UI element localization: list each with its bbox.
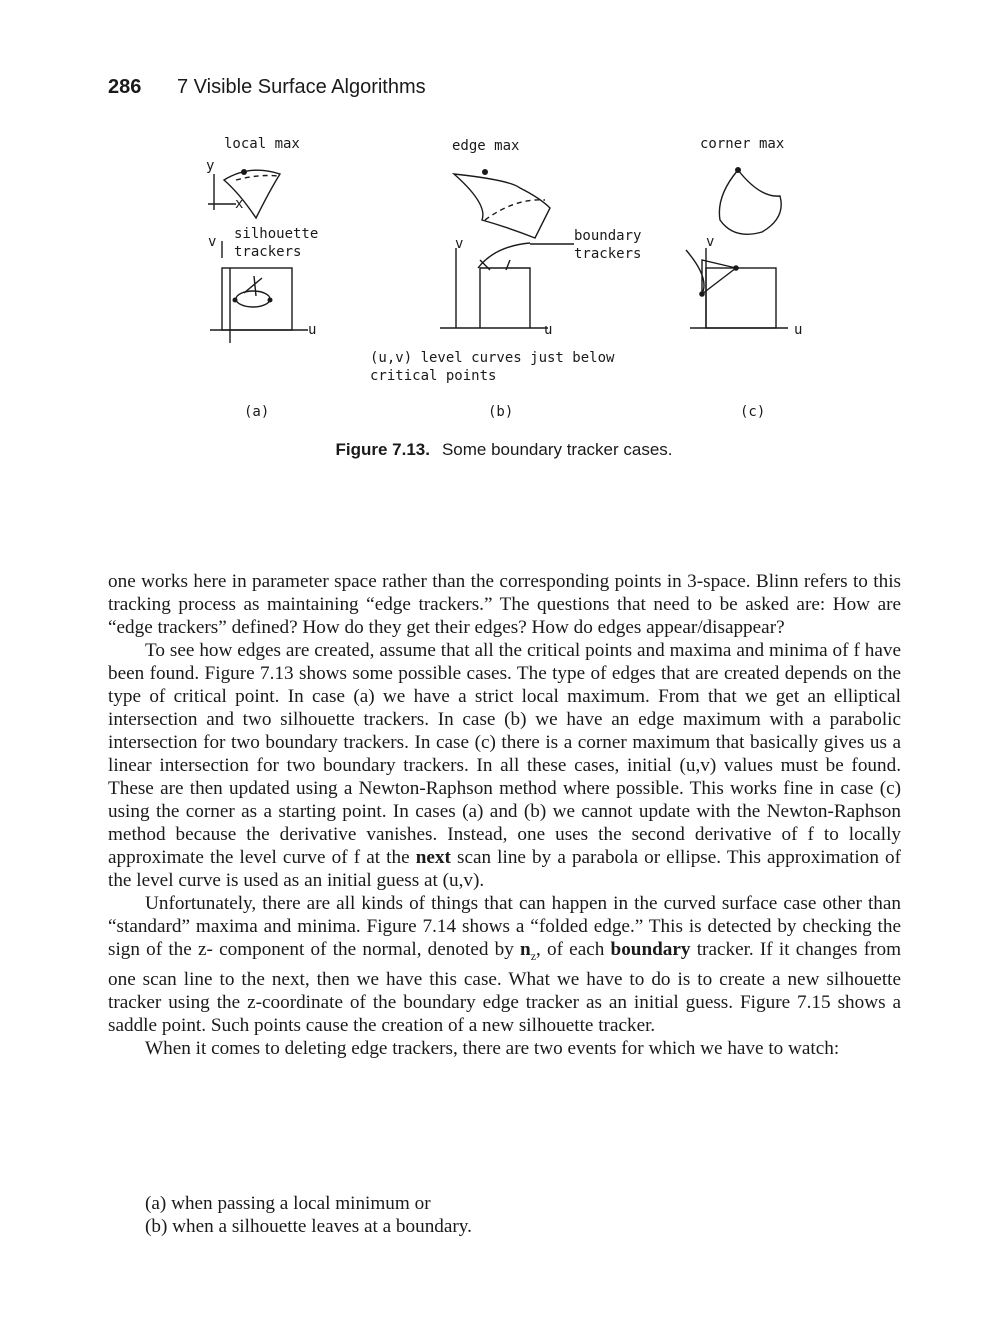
body-text (108, 570, 901, 1060)
panel-c-drawing (686, 170, 788, 328)
deletion-events-list (145, 1192, 472, 1238)
figure-diagram (190, 128, 830, 428)
label-v-c: v (706, 234, 715, 250)
local-max-point (241, 169, 247, 175)
label-edge-max: edge max (452, 138, 520, 154)
label-corner-max: corner max (700, 136, 785, 152)
paragraph-4: When it comes to deleting edge trackers, there are two events for which we have to watch: (145, 1037, 840, 1059)
figure-caption (0, 440, 1008, 460)
label-silhouette-2: trackers (234, 244, 302, 260)
label-boundary-1: boundary (574, 228, 642, 244)
label-level-curves-2: critical points (370, 368, 497, 384)
figure-7-13 (190, 128, 830, 428)
label-y: y (206, 158, 215, 174)
label-u-b: u (544, 322, 553, 338)
corner-max-point (735, 167, 741, 173)
label-boundary-2: trackers (574, 246, 642, 262)
label-level-curves-1: (u,v) level curves just below (370, 350, 615, 366)
label-panel-c: (c) (740, 404, 766, 420)
caption-label: Figure 7.13. (335, 440, 430, 459)
list-item: (b) when a silhouette leaves at a boundary. (145, 1216, 472, 1237)
list-item: (a) when passing a local minimum or (145, 1193, 431, 1214)
label-panel-a: (a) (244, 404, 270, 420)
chapter-title: 7 Visible Surface Algorithms (177, 76, 426, 98)
paragraph-2: To see how edges are created, assume that all the critical points and maxima and minima of f have been found. Figure 7.13 shows some possible cases. The type of edges that are created depends on the type of critical point. In case (a) we have a strict local maximum. From that we get an elliptical intersection and two silhouette trackers. In case (b) we have an edge maximum with a parabolic intersection for two boundary trackers. In case (c) there is a corner maximum that basically gives us a linear intersection for two boundary trackers. In all these cases, initial (u,v) values must be found. These are then updated using a Newton-Raphson method where possible. This works fine in case (c) using the corner as a starting point. In cases (a) and (b) we cannot update with the Newton-Raphson method because the derivative vanishes. Instead, one uses the second derivative of f to locally approximate the level curve of f at the next scan line by a parabola or ellipse. This approximation of the level curve is used as an initial guess at (u,v). (108, 640, 902, 891)
label-v-a: v (208, 234, 217, 250)
label-x: x (235, 196, 244, 212)
label-panel-b: (b) (488, 404, 514, 420)
page-number: 286 (108, 76, 142, 98)
edge-max-point (482, 169, 488, 175)
caption-text: Some boundary tracker cases. (441, 440, 673, 459)
label-u-c: u (794, 322, 803, 338)
label-v-b: v (455, 236, 464, 252)
paragraph-1: one works here in parameter space rather than the corresponding points in 3-space. Blinn refers to this tracking process as maintaining “edge trackers.” The questions that need to be asked are: How are “edge trackers” defined? How do they get their edges? How do edges appear/disappear? (108, 571, 901, 638)
label-u-a: u (308, 322, 317, 338)
paragraph-3: Unfortunately, there are all kinds of things that can happen in the curved surface case other than “standard” maxima and minima. Figure 7.14 shows a “folded edge.” This is detected by checking the sign of the z- component of the normal, denoted by $n_z$, of each boundary tracker. If it changes from one scan line to the next, then we have this case. What we have to do is to create a new silhouette tracker using the z-coordinate of the boundary edge tracker as an initial guess. Figure 7.15 shows a saddle point. Such points cause the creation of a new silhouette tracker. (108, 893, 902, 1036)
label-local-max: local max (224, 136, 300, 152)
label-silhouette-1: silhouette (234, 226, 319, 242)
